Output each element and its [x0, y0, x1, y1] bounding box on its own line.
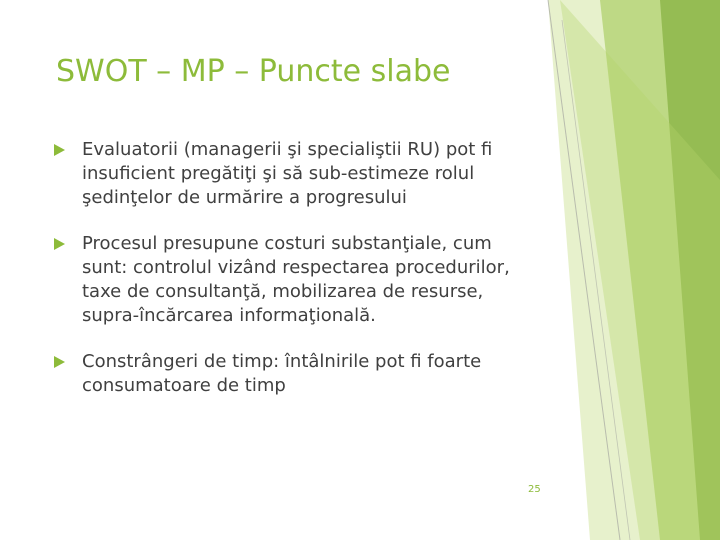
triangle-arrow-icon — [54, 144, 65, 156]
bullet-item — [52, 350, 542, 398]
slide-title: SWOT – MP – Puncte slabe — [56, 54, 451, 89]
bullet-list — [52, 138, 542, 420]
bullet-item — [52, 232, 542, 328]
page-number: 25 — [528, 484, 541, 495]
bullet-text: Procesul presupune costuri substanţiale, cum sunt: controlul vizând respectarea procedurilor, taxe de consultanţă, mobilizarea de resurse, supra-încărcarea informaţională. — [82, 233, 510, 326]
bullet-item — [52, 138, 542, 210]
triangle-arrow-icon — [54, 238, 65, 250]
bullet-text: Constrângeri de timp: întâlnirile pot fi foarte consumatoare de timp — [82, 351, 482, 396]
bullet-text: Evaluatorii (managerii şi specialiştii RU) pot fi insuficient pregătiţi şi să sub-estimeze rolul şedinţelor de urmărire a progresului — [82, 139, 493, 208]
triangle-arrow-icon — [54, 356, 65, 368]
